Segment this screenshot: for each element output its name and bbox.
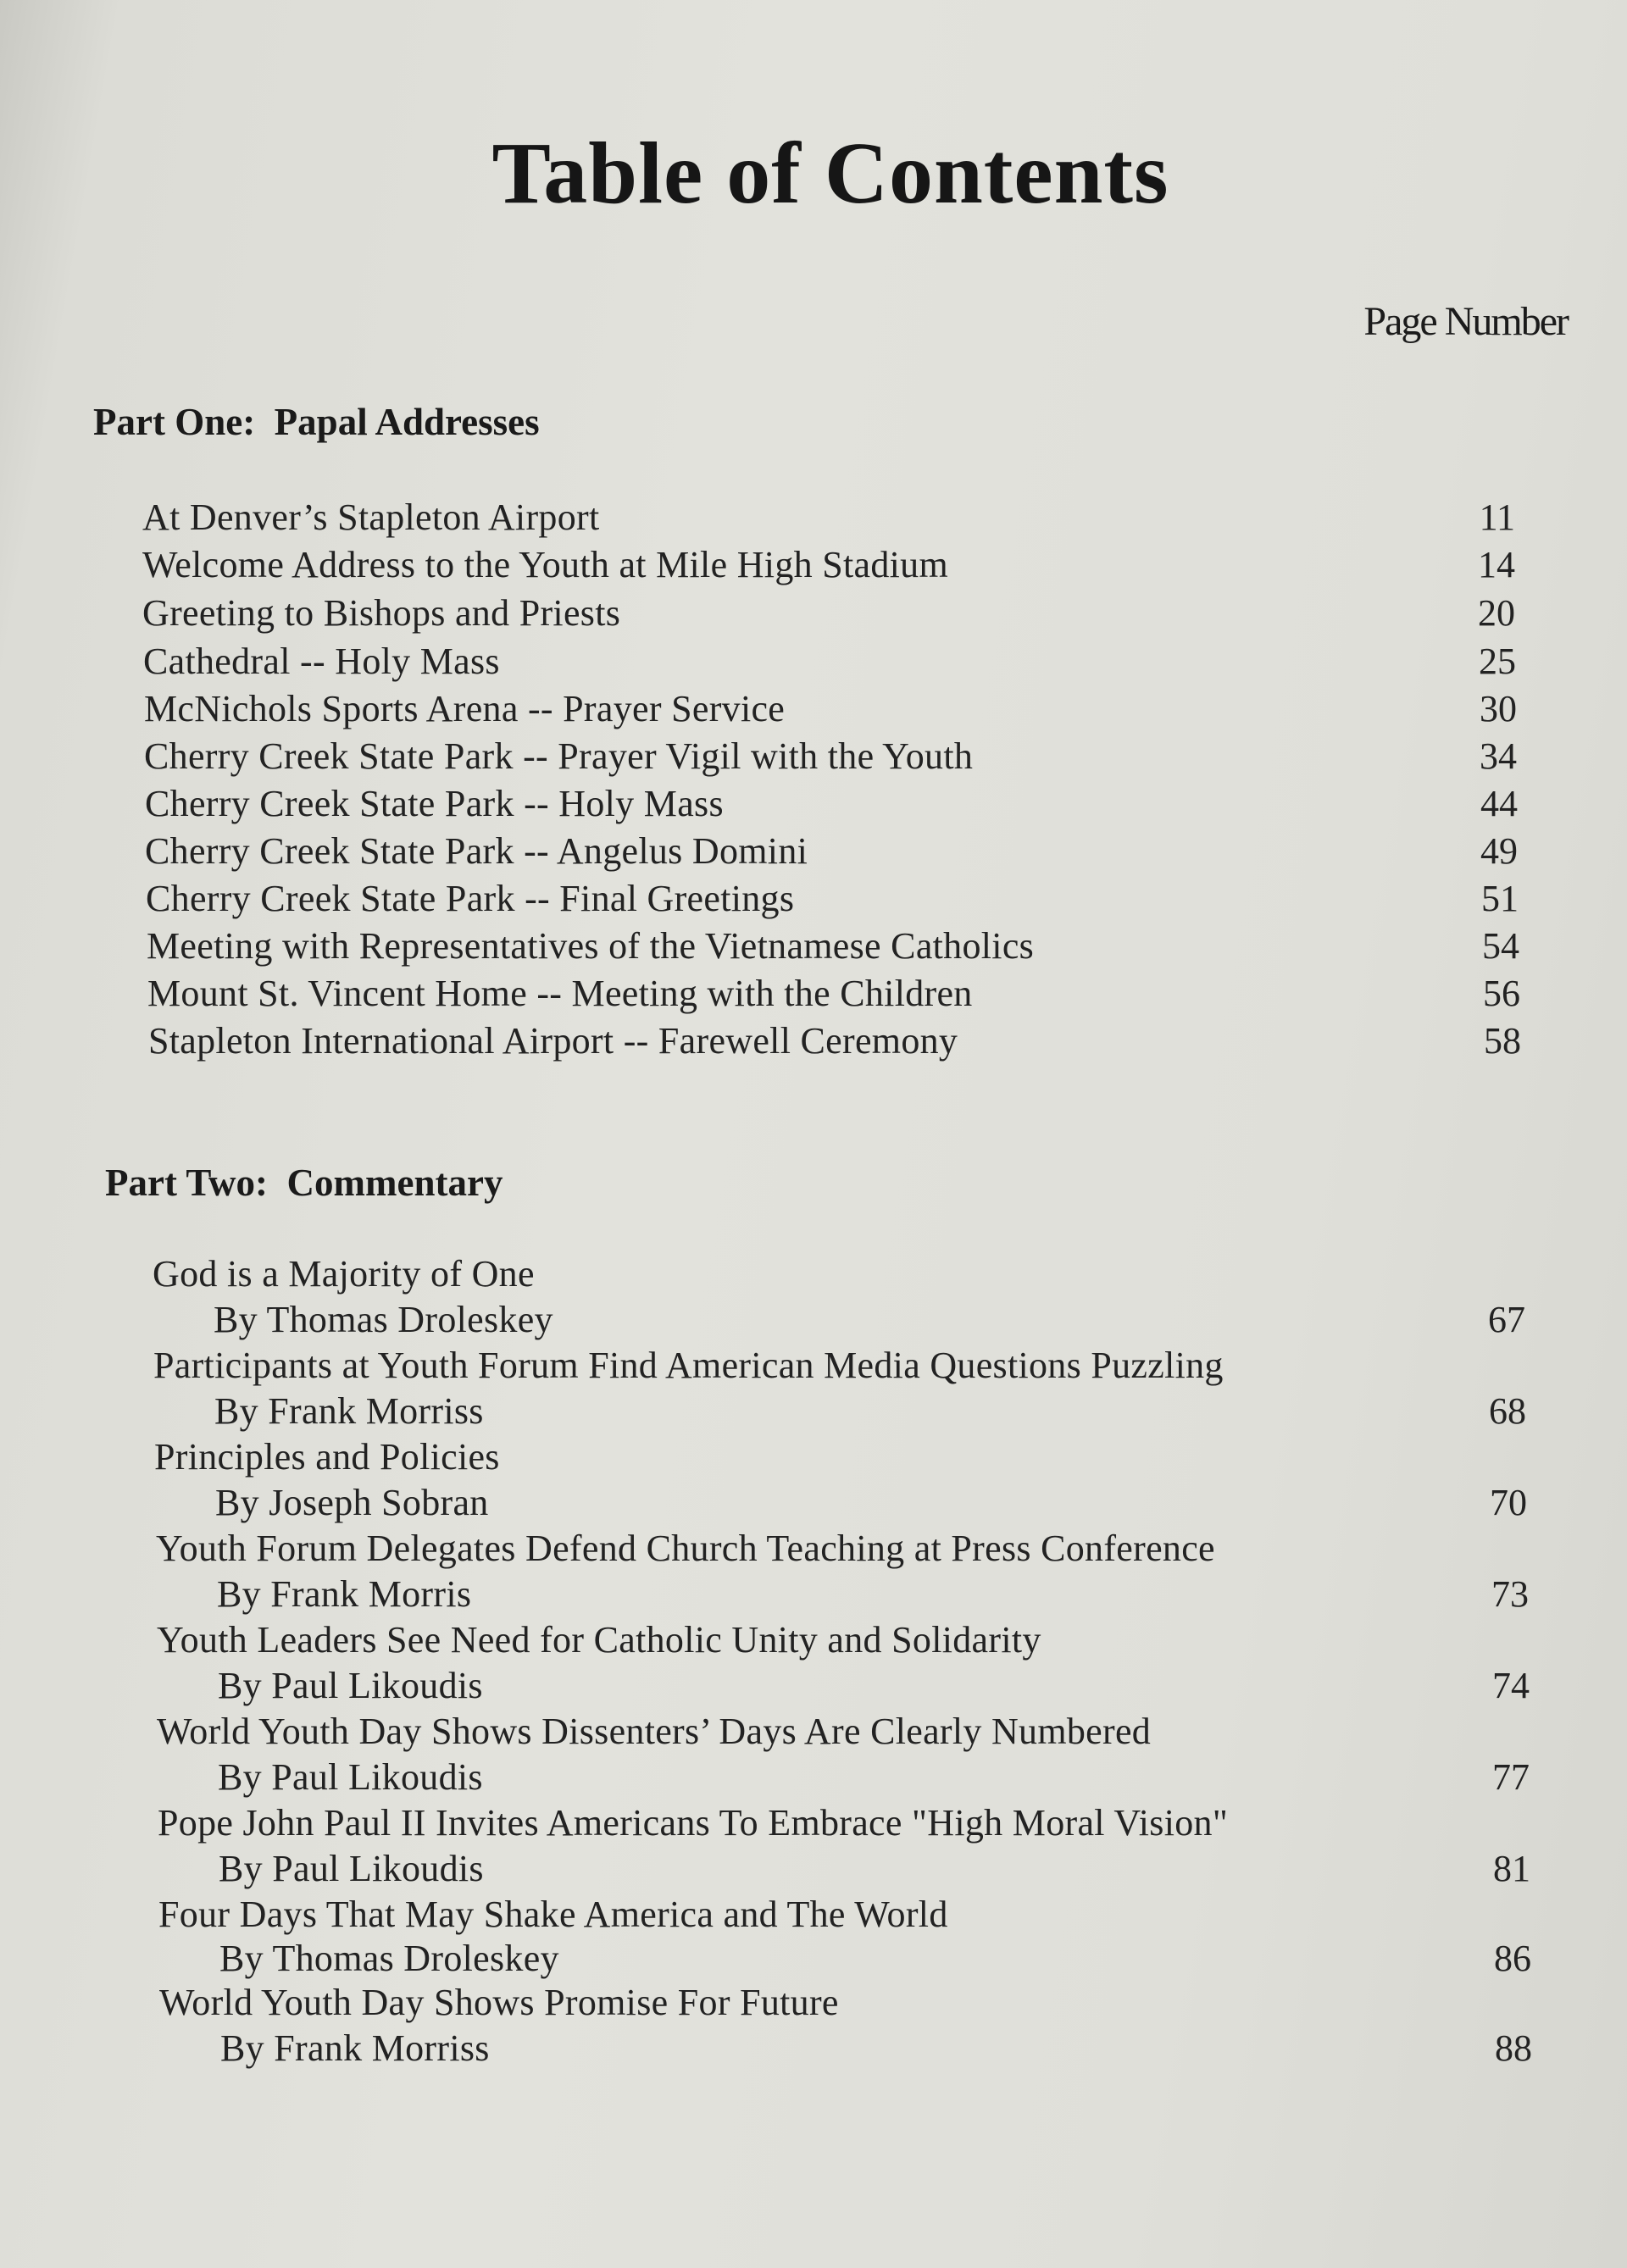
page-number-column-header: Page Number: [1363, 299, 1568, 344]
part-two-heading: Part Two: Commentary: [105, 1162, 503, 1204]
entry-title: Pope John Paul II Invites Americans To Embrace "High Moral Vision": [158, 1802, 1229, 1844]
entry-author: By Frank Morriss: [214, 1390, 484, 1432]
entry-author: By Joseph Sobran: [215, 1482, 489, 1523]
toc-entry: [145, 828, 1518, 875]
entry-title: Welcome Address to the Youth at Mile High Stadium: [142, 544, 948, 585]
toc-entry-title-line: [158, 1891, 1531, 1938]
toc-entry-byline-line: [157, 1754, 1530, 1801]
entry-page-number: 51: [1481, 878, 1519, 919]
entry-title: Principles and Policies: [154, 1436, 500, 1478]
entry-title: Cherry Creek State Park -- Angelus Domini: [145, 830, 808, 872]
entry-author: By Paul Likoudis: [219, 1848, 484, 1889]
entry-title: Participants at Youth Forum Find American Media Questions Puzzling: [153, 1345, 1224, 1386]
entry-title: World Youth Day Shows Promise For Future: [159, 1982, 839, 2023]
toc-entry: [147, 923, 1519, 970]
toc-entry-title-line: [158, 1799, 1530, 1847]
toc-entry-title-line: [154, 1433, 1527, 1481]
toc-entry-byline-line: [153, 1296, 1525, 1344]
entry-title: Cherry Creek State Park -- Prayer Vigil with the Youth: [144, 735, 974, 777]
entry-title: Cathedral -- Holy Mass: [143, 640, 500, 682]
entry-page-number: 68: [1489, 1390, 1526, 1432]
toc-entry: [145, 780, 1518, 828]
entry-page-number: 77: [1492, 1756, 1530, 1798]
entry-page-number: 30: [1480, 688, 1517, 729]
toc-entry: [148, 1018, 1521, 1065]
entry-page-number: 74: [1492, 1665, 1530, 1706]
entry-page-number: 73: [1491, 1573, 1529, 1615]
entry-page-number: 14: [1478, 544, 1515, 585]
toc-entry-byline-line: [159, 2025, 1532, 2072]
entry-page-number: 70: [1490, 1482, 1527, 1523]
toc-entry: [144, 685, 1517, 733]
entry-title: Cherry Creek State Park -- Final Greetings: [146, 878, 795, 919]
entry-page-number: 81: [1493, 1848, 1530, 1889]
toc-entry-title-line: [156, 1525, 1529, 1572]
entry-title: Cherry Creek State Park -- Holy Mass: [145, 783, 724, 824]
entry-page-number: 67: [1488, 1299, 1525, 1340]
toc-entry-title-line: [157, 1708, 1530, 1755]
entry-author: By Thomas Droleskey: [219, 1938, 559, 1979]
entry-page-number: 88: [1495, 2027, 1532, 2069]
page-title: Table of Contents: [491, 125, 1169, 222]
toc-entry-byline-line: [158, 1845, 1530, 1893]
entry-author: By Thomas Droleskey: [214, 1299, 553, 1340]
toc-entry: [146, 875, 1519, 923]
entry-page-number: 20: [1478, 592, 1515, 634]
entry-author: By Paul Likoudis: [218, 1665, 483, 1706]
entry-author: By Paul Likoudis: [218, 1756, 483, 1798]
entry-title: At Denver’s Stapleton Airport: [142, 496, 600, 538]
entry-title: God is a Majority of One: [153, 1253, 535, 1295]
entry-page-number: 56: [1483, 973, 1520, 1014]
entry-author: By Frank Morriss: [220, 2027, 490, 2069]
toc-entry-title-line: [159, 1979, 1532, 2027]
toc-entry-byline-line: [156, 1571, 1529, 1618]
entry-page-number: 34: [1480, 735, 1517, 777]
entry-page-number: 86: [1494, 1938, 1531, 1979]
toc-entry: [143, 638, 1516, 685]
entry-page-number: 54: [1482, 925, 1519, 967]
toc-entry: [147, 970, 1520, 1018]
entry-page-number: 25: [1479, 640, 1516, 682]
entry-title: Greeting to Bishops and Priests: [142, 592, 621, 634]
entry-title: World Youth Day Shows Dissenters’ Days Are Clearly Numbered: [157, 1711, 1152, 1752]
toc-entry-title-line: [153, 1342, 1526, 1389]
toc-entry: [144, 733, 1517, 780]
toc-entry: [142, 590, 1515, 637]
entry-title: Four Days That May Shake America and The World: [158, 1894, 948, 1935]
entry-page-number: 49: [1480, 830, 1518, 872]
toc-entry: [142, 494, 1515, 541]
part-one-heading: Part One: Papal Addresses: [93, 401, 540, 443]
toc-entry-byline-line: [153, 1388, 1526, 1435]
entry-title: Youth Leaders See Need for Catholic Unity and Solidarity: [157, 1619, 1041, 1661]
entry-page-number: 11: [1479, 496, 1515, 538]
entry-title: Youth Forum Delegates Defend Church Teaching at Press Conference: [156, 1528, 1215, 1569]
toc-entry-byline-line: [158, 1935, 1531, 1982]
entry-title: Meeting with Representatives of the Vietnamese Catholics: [147, 925, 1035, 967]
entry-page-number: 58: [1484, 1020, 1521, 1062]
toc-entry-title-line: [153, 1250, 1525, 1298]
entry-title: Stapleton International Airport -- Farewell Ceremony: [148, 1020, 958, 1062]
toc-entry-byline-line: [157, 1662, 1530, 1710]
entry-author: By Frank Morris: [217, 1573, 472, 1615]
entry-title: McNichols Sports Arena -- Prayer Service: [144, 688, 786, 729]
toc-entry-title-line: [157, 1616, 1530, 1664]
toc-entry: [142, 541, 1515, 589]
entry-page-number: 44: [1480, 783, 1518, 824]
toc-entry-byline-line: [154, 1479, 1527, 1527]
entry-title: Mount St. Vincent Home -- Meeting with the Children: [147, 973, 973, 1014]
